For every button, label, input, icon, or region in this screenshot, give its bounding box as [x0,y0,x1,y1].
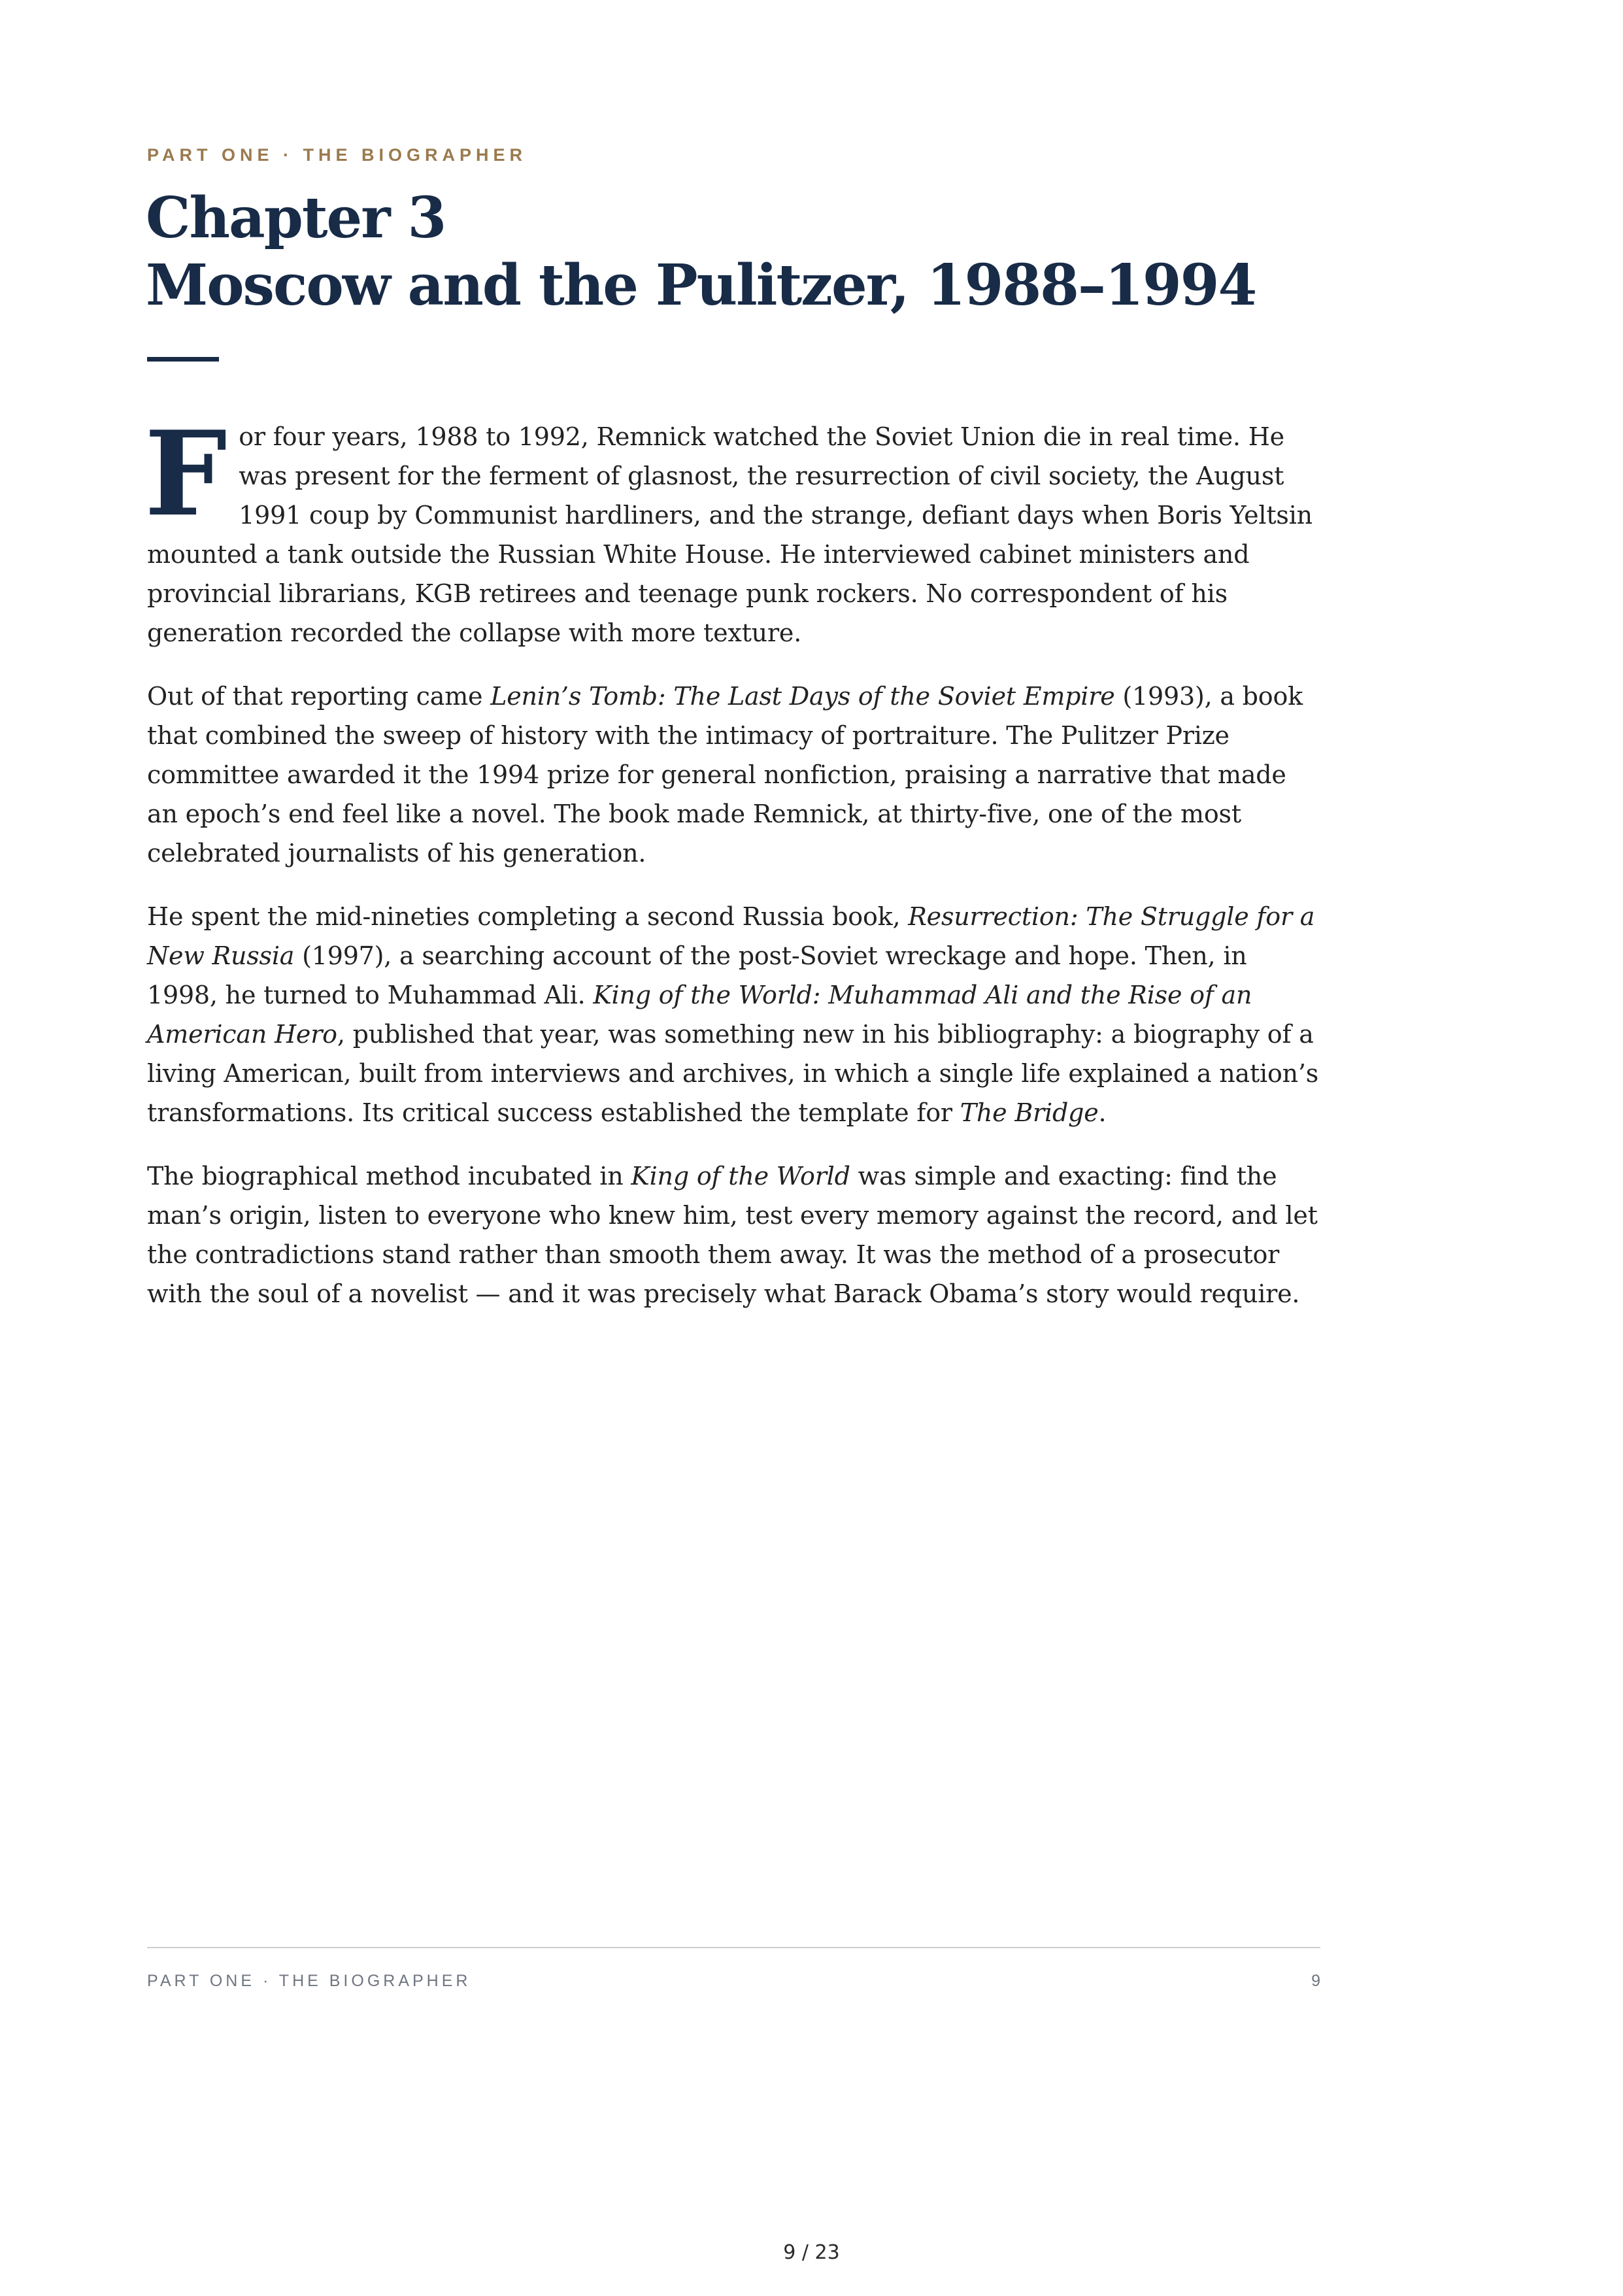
book-title-resurrection: Resurrection: The Struggle for a New Russia [147,902,1315,970]
chapter-title [146,184,1388,319]
book-title-the-bridge: The Bridge [960,1098,1099,1127]
chapter-title-line1: Chapter 3 [146,185,446,251]
paragraph-2-text-b: (1993), a book that combined the sweep of history with the intimacy of portraiture. The Pulitzer Prize committee awarded it the 1994 prize for general nonfiction, praising a narrative that made an epoch’s end feel like a novel. The book made Remnick, at thirty-five, one of the most celebrated journalists of his generation. [147,682,1303,868]
paragraph-1-text: or four years, 1988 to 1992, Remnick watched the Soviet Union die in real time. He was present for the ferment of glasnost, the resurrection of civil society, the August 1991 coup by Communist hardliners, and the strange, defiant days when Boris Yeltsin mounted a tank outside the Russian White House. He interviewed cabinet ministers and provincial librarians, KGB retirees and teenage punk rockers. No correspondent of his generation recorded the collapse with more texture. [147,422,1313,647]
book-title-king-of-the-world-short: King of the World [631,1162,850,1190]
book-title-king-of-the-world: King of the World: Muhammad Ali and the Rise of an American Hero [147,981,1252,1049]
paragraph-4-text-b: was simple and exacting: find the man’s origin, listen to everyone who knew him, test every memory against the record, and let the contradictions stand rather than smooth them away. It was the method of a prosecutor with the soul of a novelist — and it was precisely what Barack Obama’s story would require. [147,1162,1318,1308]
running-head: PART ONE · THE BIOGRAPHER [147,1972,471,1990]
paragraph-1 [144,405,1324,652]
viewer-page-indicator: 9 / 23 [783,2241,840,2264]
paragraph-2 [147,677,1324,873]
paragraph-4 [147,1156,1324,1313]
paragraph-3-text-d: . [1098,1098,1107,1127]
part-kicker: PART ONE · THE BIOGRAPHER [147,145,527,165]
chapter-body [144,405,1324,1338]
chapter-title-line2: Moscow and the Pulitzer, 1988–1994 [146,252,1256,318]
paragraph-4-text-a: The biographical method incubated in [147,1162,631,1190]
paragraph-3-text-b: (1997), a searching account of the post-Soviet wreckage and hope. Then, in 1998, he turned to Muhammad Ali. [147,941,1247,1009]
paragraph-3-text-c: , published that year, was something new in his bibliography: a biography of a living American, built from interviews and archives, in which a single life explained a nation’s transformations. Its critical success established the template for [147,1020,1319,1127]
paragraph-3-text-a: He spent the mid-nineties completing a second Russia book, [147,902,909,931]
drop-cap: F [144,405,227,542]
paragraph-2-text-a: Out of that reporting came [147,682,491,711]
book-title-lenins-tomb: Lenin’s Tomb: The Last Days of the Soviet Empire [490,682,1115,711]
title-rule [147,357,219,362]
paragraph-3 [147,897,1324,1132]
page-number: 9 [1311,1972,1320,1990]
footer-rule [147,1947,1320,1948]
